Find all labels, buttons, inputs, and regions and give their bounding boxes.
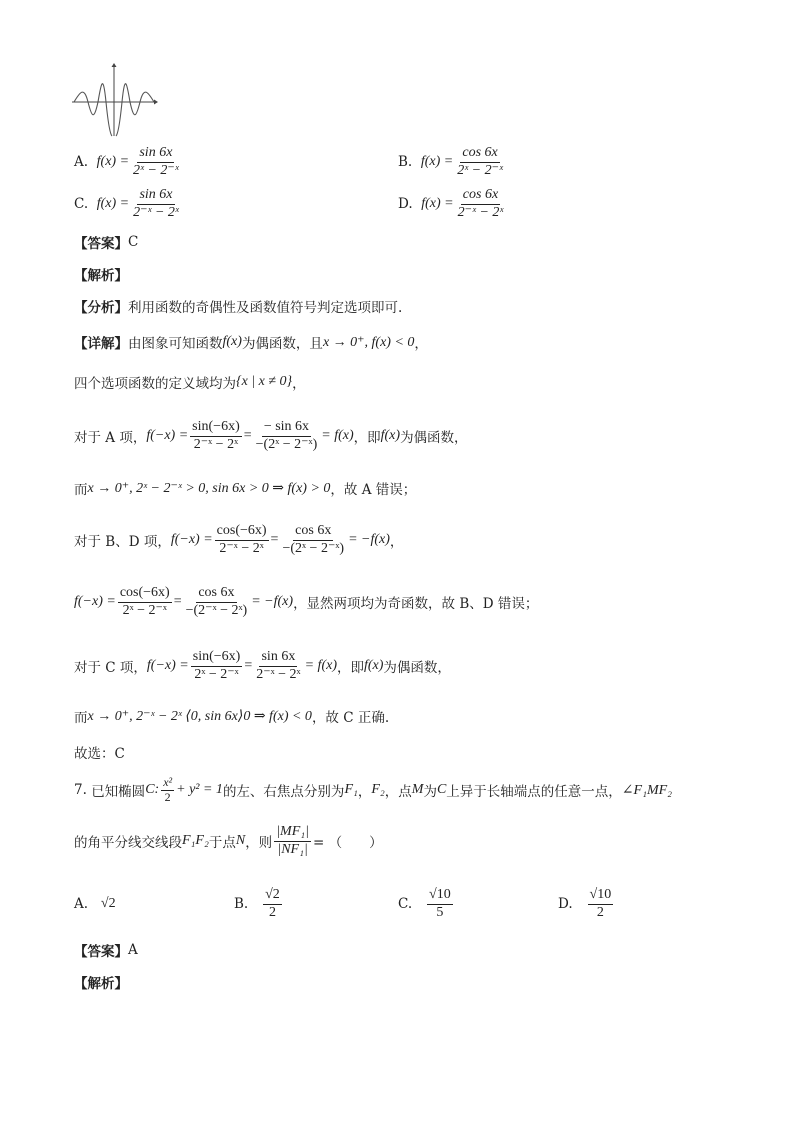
q7-option-c: [398, 884, 455, 924]
option-denominator: 2⁻ˣ − 2ˣ: [133, 204, 179, 220]
text: 对于 C 项，: [74, 660, 147, 676]
math: f(−x) =: [74, 594, 116, 609]
text: 对于 A 项，: [74, 430, 147, 446]
option-numerator: cos 6x: [461, 187, 500, 204]
text: 故选：C: [74, 746, 125, 762]
option-label: C.: [74, 196, 89, 212]
q6-detail-line8: [74, 696, 389, 736]
text: ，点: [384, 784, 412, 800]
math: f(−x) =: [146, 658, 189, 673]
q6-detail-line1: [74, 322, 428, 362]
math: N: [235, 833, 246, 848]
option-denominator: 2ˣ − 2⁻ˣ: [457, 162, 503, 178]
math: f(−x) =: [170, 532, 213, 547]
math: =: [173, 594, 182, 609]
text: 由图象可知函数: [128, 336, 223, 352]
math: =: [244, 658, 253, 673]
option-numerator: sin 6x: [137, 145, 174, 162]
math: = −f(x): [348, 532, 390, 547]
answer-tag: 【答案】: [74, 236, 128, 252]
text: ，: [292, 376, 306, 392]
option-denominator: 2: [268, 904, 276, 920]
numerator: x²: [163, 774, 173, 789]
math: =: [243, 428, 252, 443]
denominator: 2: [164, 789, 171, 804]
q7-jiexi: [74, 962, 128, 1002]
math: =: [270, 532, 279, 547]
numerator: cos 6x: [293, 523, 333, 540]
option-label: B.: [234, 896, 249, 912]
math: x → 0⁺, 2ˣ − 2⁻ˣ > 0, sin 6x > 0 ⇒ f(x) > 0: [87, 480, 331, 496]
q6-detail-line2: [74, 362, 306, 402]
option-numerator: sin 6x: [137, 187, 174, 204]
option-denominator: 2⁻ˣ − 2ˣ: [457, 204, 504, 220]
q7-option-b: [234, 884, 284, 924]
option-numerator: √10: [588, 887, 614, 904]
denominator: 2⁻ˣ − 2ˣ: [256, 666, 301, 682]
math: + y² = 1: [176, 782, 223, 797]
numerator: cos(−6x): [118, 585, 172, 602]
denominator: |NF₁|: [277, 841, 308, 857]
option-denominator: 2ˣ − 2⁻ˣ: [133, 162, 179, 178]
math: = f(x): [321, 428, 354, 443]
numerator: sin 6x: [259, 649, 297, 666]
math: {x | x ≠ 0}: [236, 374, 293, 389]
option-value: √2: [100, 896, 116, 911]
text: ，故 C 正确.: [311, 710, 390, 726]
curve-left: [74, 84, 112, 136]
answer-tag: 【答案】: [74, 944, 128, 960]
q7-option-a: [74, 884, 116, 924]
q6-detail-line6: [74, 580, 538, 624]
math: C:: [145, 782, 160, 797]
option-label: D.: [398, 196, 413, 212]
option-numerator: √2: [263, 887, 282, 904]
function-graph: [70, 62, 158, 138]
text: ，故 A 错误；: [330, 482, 417, 498]
text: 的角平分线交线段: [74, 835, 182, 851]
math: F₁F₂: [182, 833, 209, 848]
denominator: −(2ˣ − 2⁻ˣ): [282, 540, 345, 556]
math: M: [411, 782, 424, 797]
q6-guxuan: [74, 732, 125, 772]
numerator: cos 6x: [196, 585, 236, 602]
text: = （ ）: [312, 835, 383, 851]
curve-right: [116, 84, 154, 136]
option-numerator: cos 6x: [460, 145, 499, 162]
option-denominator: 2: [596, 904, 604, 920]
q7-option-d: [558, 884, 615, 924]
denominator: 2⁻ˣ − 2ˣ: [193, 436, 239, 452]
text: 而: [74, 710, 88, 726]
text: 为偶函数，: [383, 660, 451, 676]
text: 于点: [208, 835, 236, 851]
denominator: 2ˣ − 2⁻ˣ: [194, 666, 239, 682]
text: 为偶函数，且: [241, 336, 323, 352]
q6-option-a: [74, 142, 183, 182]
option-lhs: f(x) =: [96, 196, 130, 211]
option-label: B.: [398, 154, 413, 170]
jiexi-tag: 【解析】: [74, 976, 128, 992]
denominator: 2ˣ − 2⁻ˣ: [122, 602, 167, 618]
numerator: sin(−6x): [190, 419, 242, 436]
math: F₁: [344, 782, 358, 797]
option-lhs: f(x) =: [421, 196, 454, 211]
text: 四个选项函数的定义域均为: [74, 376, 236, 392]
q6-option-b: [398, 142, 507, 182]
q6-option-d: [398, 184, 507, 224]
math: f(x): [363, 658, 384, 673]
numerator: cos(−6x): [215, 523, 269, 540]
denominator: −(2⁻ˣ − 2ˣ): [185, 602, 248, 618]
text: 为偶函数，: [400, 430, 468, 446]
option-numerator: √10: [427, 887, 453, 904]
q6-detail-line7: [74, 644, 451, 688]
xiangjie-tag: 【详解】: [74, 336, 128, 352]
math: F₂: [371, 782, 385, 797]
q6-fenxi: [74, 286, 402, 326]
fenxi-text: 利用函数的奇偶性及函数值符号判定选项即可.: [128, 300, 403, 316]
text: 对于 B、D 项，: [74, 534, 171, 550]
answer-value: C: [128, 234, 139, 250]
denominator: 2⁻ˣ − 2ˣ: [219, 540, 264, 556]
q6-detail-line3: [74, 414, 468, 458]
fenxi-tag: 【分析】: [74, 300, 128, 316]
answer-value: A: [128, 942, 138, 958]
option-label: C.: [398, 896, 413, 912]
math: f(x): [380, 428, 401, 443]
option-label: A.: [74, 154, 89, 170]
text: 而: [74, 482, 88, 498]
numerator: − sin 6x: [262, 419, 311, 436]
text: ，即: [336, 660, 364, 676]
text: 为: [423, 784, 437, 800]
q7-stem-line2: [74, 816, 383, 866]
option-denominator: 5: [436, 904, 444, 920]
math: f(x): [222, 334, 242, 349]
math: x → 0⁺, 2⁻ˣ − 2ˣ ⟨0, sin 6x⟩0 ⇒ f(x) < 0: [87, 708, 312, 724]
text: ，显然两项均为奇函数，故 B、D 错误；: [293, 596, 539, 612]
math: = f(x): [304, 658, 337, 673]
option-lhs: f(x) =: [96, 154, 130, 169]
text: ，: [414, 336, 428, 352]
option-label: D.: [558, 896, 573, 912]
option-label: A.: [74, 896, 89, 912]
denominator: −(2ˣ − 2⁻ˣ): [255, 436, 318, 452]
numerator: |MF₁|: [274, 824, 311, 841]
q7-stem-line1: [74, 768, 672, 812]
math: ∠F₁MF₂: [621, 782, 673, 798]
math: = −f(x): [251, 594, 294, 609]
q6-detail-line5: [74, 518, 403, 562]
text: ，则: [245, 835, 273, 851]
option-lhs: f(x) =: [420, 154, 454, 169]
jiexi-tag: 【解析】: [74, 268, 128, 284]
text: 上异于长轴端点的任意一点，: [446, 784, 622, 800]
math: x → 0⁺, f(x) < 0: [322, 334, 415, 350]
text: 的左、右焦点分别为: [222, 784, 345, 800]
x-axis-arrow: [154, 100, 158, 105]
text: ，: [389, 534, 404, 550]
text: ，即: [353, 430, 381, 446]
text: ，: [357, 784, 372, 800]
numerator: sin(−6x): [191, 649, 243, 666]
q6-detail-line4: [74, 468, 416, 508]
y-axis-arrow: [112, 63, 117, 67]
math: f(−x) =: [146, 428, 189, 443]
question-number: 7.: [74, 782, 87, 798]
text: 已知椭圆: [91, 784, 146, 800]
math: C: [436, 782, 447, 797]
q6-option-c: [74, 184, 183, 224]
